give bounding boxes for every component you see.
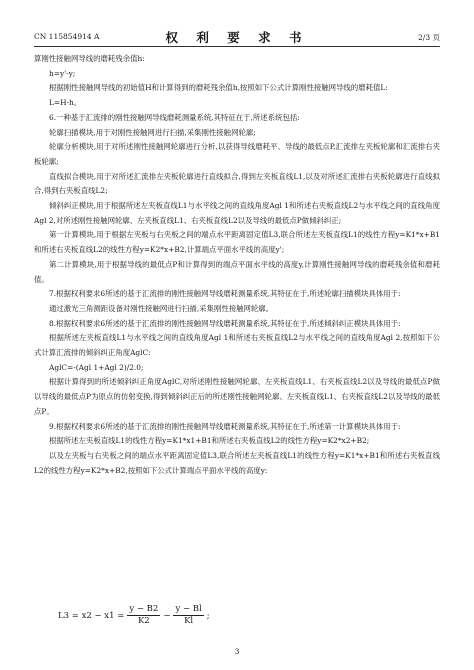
fraction-1-numerator: y − B2: [129, 604, 159, 614]
fraction-1-denominator: K2: [137, 616, 150, 626]
claim-paragraph: 7.根据权利要求6所述的基于汇流排的刚性接触网导线磨耗测量系统,其特征在于,所述轮廓扫描模块具体用于:: [49, 289, 401, 299]
claim-paragraph: 倾斜纠正模块,用于根据所述左夹板直线L1与水平线之间的直线角度Agl 1和所述右夹板直线L2与水平线之间的直线角度Agl 2,对所述刚性接触网轮廓、左夹板直线L1、右夹板直线L2以及导线的最低点P做倾斜纠正;: [34, 201, 440, 225]
claim-paragraph: 6.一种基于汇流排的刚性接触网导线磨耗测量系统,其特征在于,所述系统包括:: [49, 112, 300, 122]
claim-paragraph: 轮廓分析模块,用于对所述刚性接触网轮廓进行分析,以获得导线磨耗平、导线的最低点P,汇流排左夹板轮廓和汇流排右夹板轮廓;: [34, 142, 440, 166]
claim-paragraph: 直线拟合模块,用于对所述汇流排左夹板轮廓进行直线拟合,得到左夹板直线L1,以及对所述汇流排右夹板轮廓进行直线拟合,得到右夹板直线L2;: [34, 171, 440, 196]
claim-paragraph: 9.根据权利要求6所述的基于汇流排的刚性接触网导线磨耗测量系统,其特征在于,所述第一计算模块具体用于:: [49, 421, 401, 431]
formula-lhs: L3 = x2 − x1 =: [58, 610, 125, 621]
header-divider: [34, 46, 440, 47]
formula-end: ;: [206, 610, 210, 621]
claim-paragraph: 根据所述左夹板直线L1与水平线之间的直线角度Agl 1和所述右夹板直线L2与水平线之间的直线角度Agl 2,按照如下公式计算汇流排的倾斜纠正角度AglC:: [34, 333, 440, 358]
document-title: 权 利 要 求 书: [165, 30, 309, 45]
formula-fraction-1: [127, 604, 160, 627]
claim-paragraph: 根据所述左夹板直线L1的线性方程y=K1*x1+B1和所述右夹板直线L2的线性方程y=K2*x2+B2;: [49, 436, 370, 446]
claim-paragraph: 以及左夹板与右夹板之间的端点水平距离固定值L3,联合所述左夹板直线L1的线性方程y=K1*x+B1和所述右夹板直线L2的线性方程y=K2*x+B2,按照如下公式计算端点平面水平线的高度y:: [34, 450, 440, 475]
claim-paragraph: 8.根据权利要求6所述的基于汇流排的刚性接触网导线磨耗测量系统,其特征在于,所述倾斜纠正模块具体用于:: [49, 318, 401, 328]
claims-body: [34, 52, 440, 478]
page-header: [34, 30, 440, 44]
claim-paragraph: AglC=-(Agl 1+Agl 2)/2.0;: [49, 362, 144, 372]
page-footer: [0, 647, 474, 656]
fraction-2-denominator: Kl: [184, 616, 194, 626]
formula-minus: −: [163, 610, 171, 621]
claim-paragraph: 通过激光三角测距设备对刚性接触网进行扫描,采集刚性接触网轮廓。: [49, 303, 274, 313]
claim-paragraph: 算刚性接触网导线的磨耗残余值h:: [34, 54, 145, 63]
page-number: 3: [234, 647, 240, 656]
fraction-2-numerator: y − Bl: [175, 604, 202, 614]
page-indicator: 2/3 页: [418, 33, 440, 42]
claim-paragraph: 根据刚性接触网导线的初始值H和计算得到的磨耗残余值h,按照如下公式计算刚性接触网导线的磨耗值L:: [49, 83, 388, 93]
claim-paragraph: L=H-h。: [49, 98, 82, 108]
claim-paragraph: h=y'-y;: [49, 68, 76, 78]
formula-fraction-2: [173, 604, 203, 627]
claim-paragraph: 轮廓扫描模块,用于对刚性接触网进行扫描,采集刚性接触网轮廓;: [49, 127, 256, 137]
height-formula: [58, 604, 210, 627]
claim-paragraph: 第二计算模块,用于根据导线的最低点P和计算得到的端点平面水平线的高度y,计算刚性接触网导线的磨耗残余值和磨耗值。: [34, 259, 440, 284]
claim-paragraph: 根据计算得到的所述倾斜纠正角度AglC,对所述刚性接触网轮廓、左夹板直线L1、右夹板直线L2以及导线的最低点P做以导线的最低点P为原点的仿射变换,得到倾斜纠正后的所述刚性接触网轮廓、左夹板直线L1、右夹板直线L2以及导线的最低点P。: [34, 377, 440, 416]
publication-number: CN 115854914 A: [34, 32, 100, 41]
claim-paragraph: 第一计算模块,用于根据左夹板与右夹板之间的端点水平距离固定值L3,联合所述左夹板直线L1的线性方程y=K1*x+B1和所述右夹板直线L2的线性方程y=K2*x+B2,计算端点平面水平线的高度y';: [34, 230, 440, 255]
